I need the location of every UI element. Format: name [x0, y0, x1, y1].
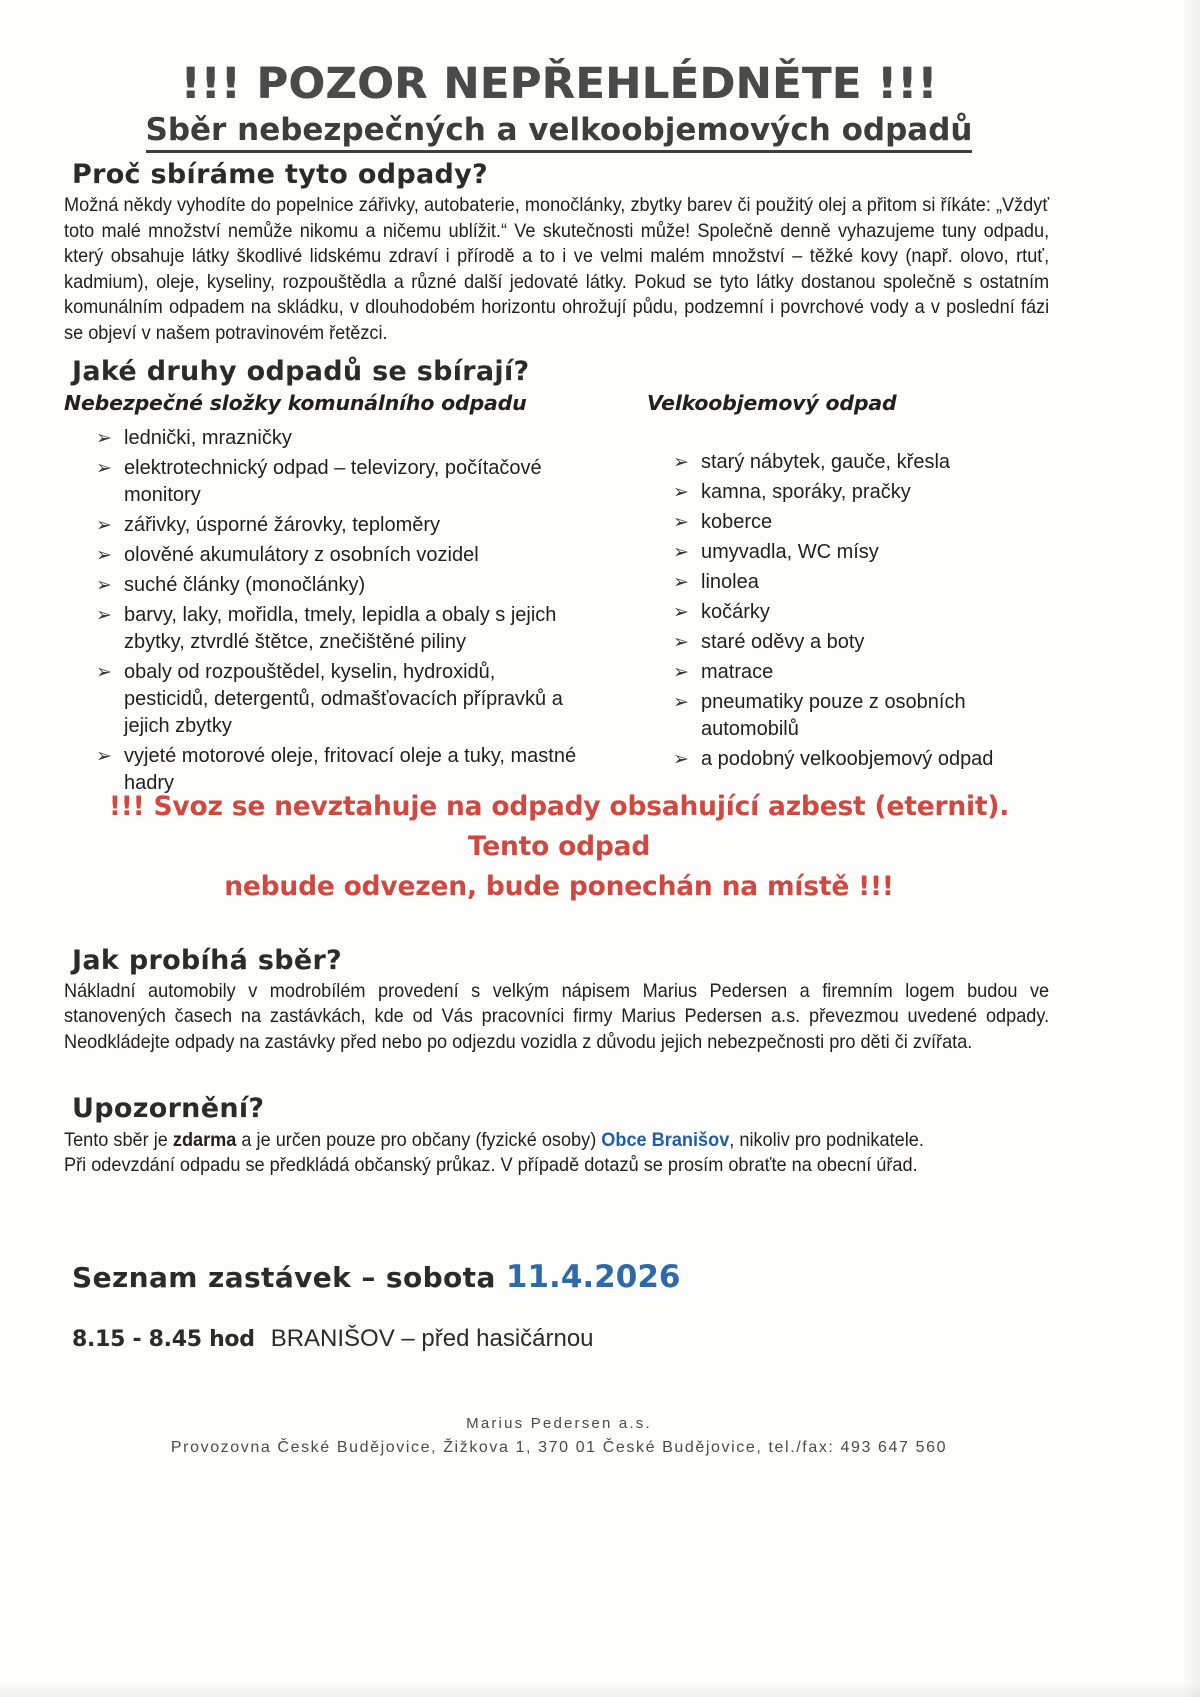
list-item	[639, 569, 1059, 596]
page-subtitle-text: Sběr nebezpečných a velkoobjemových odpadů	[146, 112, 973, 153]
list-item	[639, 746, 1059, 773]
arrow-bullet-icon: ➢	[96, 745, 112, 767]
list-item	[64, 572, 584, 599]
arrow-bullet-icon: ➢	[673, 748, 689, 770]
arrow-bullet-icon: ➢	[673, 511, 689, 533]
scan-edge-shadow-right	[1182, 0, 1200, 1697]
column-hazardous	[64, 391, 584, 800]
paragraph-how: Nákladní automobily v modrobílém provedení s velkým nápisem Marius Pedersen a firemním logem budou ve stanovených časech na zastávkách, kde od Vás pracovníci firmy Marius Pedersen a.s. převezmou uvedené odpady. Neodkládejte odpady na zastávky před nebo po odjezdu vozidla z důvodu jejich nebezpečnosti pro děti či zvířata.	[64, 979, 1050, 1053]
notice-municipality: Obce Branišov	[601, 1128, 730, 1151]
list-item-label: a podobný velkoobjemový odpad	[701, 747, 994, 770]
arrow-bullet-icon: ➢	[673, 601, 689, 623]
list-item-label: umyvadla, WC mísy	[701, 540, 879, 563]
arrow-bullet-icon: ➢	[96, 427, 112, 449]
stop-time: 8.15 - 8.45 hod	[72, 1326, 255, 1352]
list-item-label: elektrotechnický odpad – televizory, počítačové monitory	[124, 456, 542, 506]
asbestos-warning-line-1: !!! Svoz se nevztahuje na odpady obsahující azbest (eternit). Tento odpad	[108, 790, 1010, 862]
list-item	[639, 629, 1059, 656]
notice-text-b: a je určen pouze pro občany (fyzické osoby)	[236, 1128, 602, 1151]
arrow-bullet-icon: ➢	[673, 631, 689, 653]
page-subtitle	[64, 113, 1054, 149]
list-item	[64, 455, 584, 509]
arrow-bullet-icon: ➢	[673, 661, 689, 683]
footer	[64, 1415, 1054, 1457]
paragraph-notice-line-1	[64, 1128, 1049, 1154]
column-bulky	[639, 390, 1059, 776]
schedule-heading-prefix: Seznam zastávek – sobota	[72, 1260, 506, 1294]
arrow-bullet-icon: ➢	[96, 604, 112, 626]
heading-notice: Upozornění?	[72, 1093, 265, 1125]
list-item-label: lednički, mrazničky	[124, 426, 292, 449]
list-item	[64, 602, 584, 656]
stop-place: BRANIŠOV – před hasičárnou	[270, 1324, 594, 1352]
arrow-bullet-icon: ➢	[673, 481, 689, 503]
schedule-stop-row	[72, 1325, 1054, 1353]
asbestos-warning	[64, 787, 1054, 907]
subheading-bulky: Velkoobjemový odpad	[647, 390, 897, 415]
list-item	[639, 689, 1059, 743]
list-item	[639, 539, 1059, 566]
list-item	[639, 599, 1059, 626]
arrow-bullet-icon: ➢	[673, 691, 689, 713]
list-item	[64, 542, 584, 569]
arrow-bullet-icon: ➢	[96, 661, 112, 683]
arrow-bullet-icon: ➢	[673, 451, 689, 473]
list-item	[64, 512, 584, 539]
page-title: !!! POZOR NEPŘEHLÉDNĚTE !!!	[180, 59, 938, 109]
list-item-label: kamna, sporáky, pračky	[701, 480, 911, 503]
asbestos-warning-line-2: nebude odvezen, bude ponechán na místě !!!	[224, 870, 894, 902]
arrow-bullet-icon: ➢	[673, 541, 689, 563]
list-item-label: suché články (monočlánky)	[124, 573, 366, 596]
arrow-bullet-icon: ➢	[96, 457, 112, 479]
list-item-label: zářivky, úsporné žárovky, teploměry	[124, 513, 441, 536]
notice-text-c: , nikoliv pro podnikatele.	[729, 1128, 924, 1151]
paragraph-notice-line-2: Při odevzdání odpadu se předkládá občanský průkaz. V případě dotazů se prosím obraťte na obecní úřad.	[64, 1154, 918, 1177]
notice-free-emphasis: zdarma	[172, 1128, 237, 1151]
list-item-label: kočárky	[701, 600, 770, 623]
heading-why: Proč sbíráme tyto odpady?	[72, 158, 488, 190]
scan-edge-shadow-bottom	[0, 1683, 1200, 1697]
arrow-bullet-icon: ➢	[96, 544, 112, 566]
list-item	[639, 659, 1059, 686]
list-item	[639, 479, 1059, 506]
list-bulky	[639, 449, 1059, 773]
arrow-bullet-icon: ➢	[96, 514, 112, 536]
notice-text-a: Tento sběr je	[64, 1128, 173, 1151]
list-item-label: linolea	[701, 570, 759, 593]
poster-content	[64, 59, 1054, 1353]
list-item-label: obaly od rozpouštědel, kyselin, hydroxidů, pesticidů, detergentů, odmašťovacích přípravků a jejich zbytky	[124, 660, 563, 737]
list-item-label: matrace	[701, 660, 774, 683]
list-item-label: barvy, laky, mořidla, tmely, lepidla a obaly s jejich zbytky, ztvrdlé štětce, znečištěné piliny	[124, 603, 557, 653]
schedule-heading	[72, 1259, 1054, 1295]
footer-branch: Provozovna České Budějovice, Žižkova 1, 370 01 České Budějovice, tel./fax: 493 647 560	[170, 1439, 948, 1456]
list-item	[639, 449, 1059, 476]
list-item-label: vyjeté motorové oleje, fritovací oleje a tuky, mastné hadry	[124, 744, 577, 794]
list-item	[64, 743, 584, 797]
list-item-label: olověné akumulátory z osobních vozidel	[124, 543, 479, 566]
schedule-date: 11.4.2026	[505, 1258, 681, 1295]
list-item	[639, 509, 1059, 536]
list-item	[64, 425, 584, 452]
arrow-bullet-icon: ➢	[673, 571, 689, 593]
list-item-label: staré oděvy a boty	[701, 630, 865, 653]
heading-types: Jaké druhy odpadů se sbírají?	[72, 356, 530, 388]
waste-type-columns	[64, 390, 1054, 794]
arrow-bullet-icon: ➢	[96, 574, 112, 596]
paragraph-why: Možná někdy vyhodíte do popelnice zářivky, autobaterie, monočlánky, zbytky barev či použitý olej a přitom si říkáte: „Vždyť toto malé množství nemůže nikomu a ničemu ublížit.“ Ve skutečnosti může! Společně denně vyhazujeme tuny odpadu, který obsahuje látky škodlivé lidskému zdraví i přírodě a to i ve velmi malém množství – těžké kovy (např. olovo, rtuť, kadmium), oleje, kyseliny, rozpouštědla a různé další jedovaté látky. Pokud se tyto látky dostanou společně s ostatním komunálním odpadem na skládku, v dlouhodobém horizontu ohrožují půdu, podzemní i povrchové vody a v poslední fázi se objeví v našem potravinovém řetězci.	[64, 194, 1050, 344]
heading-how: Jak probíhá sběr?	[72, 944, 343, 976]
subheading-hazardous: Nebezpečné složky komunálního odpadu	[64, 390, 527, 415]
footer-company: Marius Pedersen a.s.	[466, 1415, 652, 1432]
list-item-label: starý nábytek, gauče, křesla	[701, 450, 951, 473]
list-item	[64, 659, 584, 740]
list-item-label: pneumatiky pouze z osobních automobilů	[701, 690, 966, 740]
list-hazardous	[64, 425, 584, 797]
list-item-label: koberce	[701, 510, 773, 533]
